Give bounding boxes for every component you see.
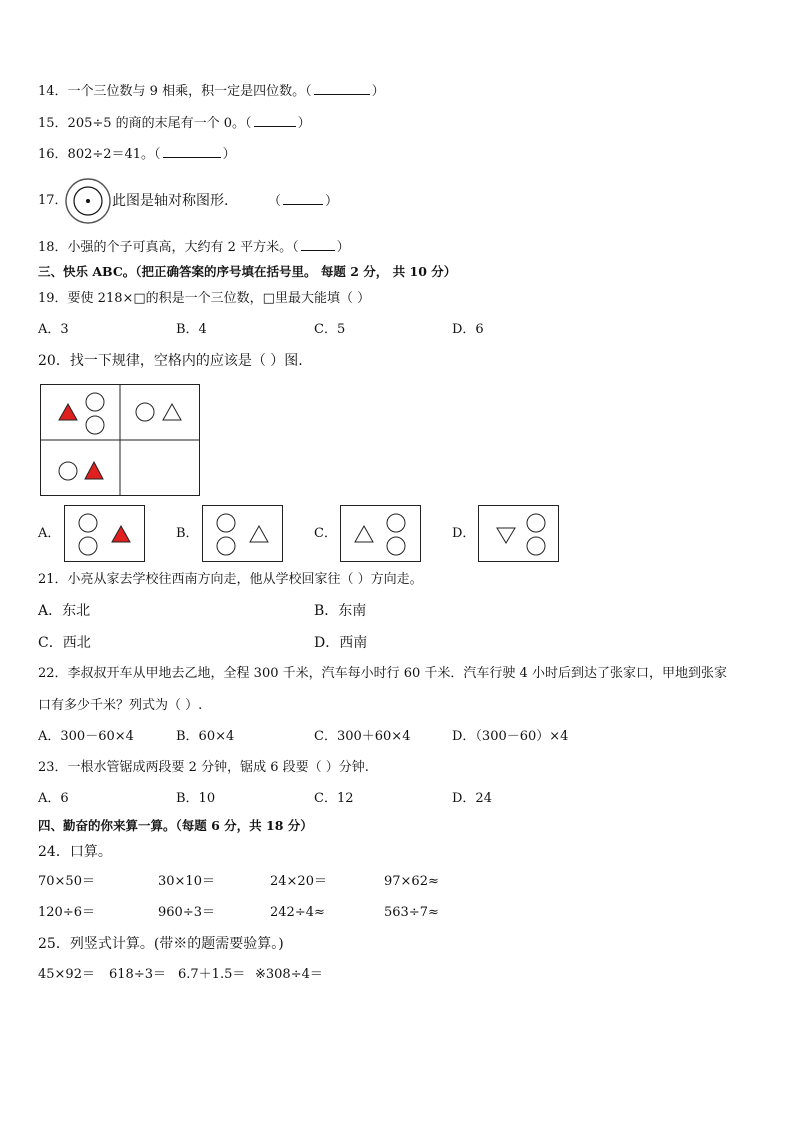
question-18: 18．小强的个子可真高，大约有 2 平方米。（ ） [38,240,350,255]
option-20-b-label[interactable]: B． [176,526,199,541]
mental-math-item: 242÷4≈ [270,905,325,920]
question-17-number: 17． [38,193,68,208]
mental-math-item: 563÷7≈ [384,905,439,920]
question-23-text: 23．一根水管锯成两段要 2 分钟，锯成 6 段要（ ）分钟. [38,760,369,775]
question-14: 14．一个三位数与 9 相乘，积一定是四位数。（ ） [38,84,385,99]
answer-blank-18[interactable] [301,238,335,251]
section-3-heading: 三、快乐 ABC。（把正确答案的序号填在括号里。 每题 2 分， 共 10 分） [38,264,457,279]
option-19-b[interactable]: B．4 [176,322,207,337]
pattern-grid [40,384,202,498]
question-15-text: 15．205÷5 的商的末尾有一个 0。（ [38,116,252,131]
mental-math-item: 70×50＝ [38,874,95,889]
option-19-a[interactable]: A．3 [38,322,69,337]
question-21-text: 21．小亮从家去学校往西南方向走，他从学校回家往（ ）方向走。 [38,572,423,587]
option-23-c[interactable]: C．12 [314,791,354,806]
answer-blank-15[interactable] [254,114,296,127]
question-18-text: 18．小强的个子可真高，大约有 2 平方米。（ [38,240,299,255]
option-22-c[interactable]: C．300＋60×4 [314,729,411,744]
option-20-c-label[interactable]: C． [314,526,337,541]
question-17-answer: （ ） [268,194,339,209]
option-19-c[interactable]: C．5 [314,322,346,337]
vertical-calc-item: 6.7＋1.5＝ [178,967,246,982]
option-22-b[interactable]: B．60×4 [176,729,235,744]
option-23-b[interactable]: B．10 [176,791,216,806]
section-4-heading: 四、勤奋的你来算一算。（每题 6 分，共 18 分） [38,818,313,833]
option-20-c-figure[interactable] [340,505,422,563]
vertical-calc-item: 45×92＝ [38,967,95,982]
vertical-calc-item: ※308÷4＝ [255,967,323,982]
question-24-text: 24．口算。 [38,844,112,860]
option-20-d-figure[interactable] [478,505,560,563]
option-21-d[interactable]: D．西南 [314,635,368,651]
question-20-text: 20．找一下规律，空格内的应该是（ ）图. [38,353,303,369]
option-21-c[interactable]: C．西北 [38,635,91,651]
mental-math-item: 30×10＝ [158,874,215,889]
mental-math-item: 960÷3＝ [158,905,215,920]
option-22-d[interactable]: D．（300－60）×4 [452,729,569,744]
mental-math-item: 97×62≈ [384,874,439,889]
question-22-line-2: 口有多少千米？列式为（ ）. [38,698,203,713]
option-23-a[interactable]: A．6 [38,791,69,806]
option-20-b-figure[interactable] [202,505,284,563]
question-25-text: 25．列竖式计算。(带※的题需要验算。) [38,936,284,952]
question-22-line-1: 22．李叔叔开车从甲地去乙地，全程 300 千米，汽车每小时行 60 千米．汽车行驶 4 小时后到达了张家口，甲地到张家 [38,666,727,681]
question-15: 15．205÷5 的商的末尾有一个 0。（ ） [38,116,311,131]
vertical-calc-item: 618÷3＝ [109,967,166,982]
question-16-text: 16．802÷2＝41。（ [38,147,161,162]
question-14-text: 14．一个三位数与 9 相乘，积一定是四位数。（ [38,84,312,99]
option-21-a[interactable]: A．东北 [38,603,91,619]
answer-blank-14[interactable] [314,82,370,95]
mental-math-item: 120÷6＝ [38,905,95,920]
question-16: 16．802÷2＝41。（ ） [38,147,236,162]
option-23-d[interactable]: D．24 [452,791,492,806]
answer-blank-16[interactable] [163,145,221,158]
option-20-a-figure[interactable] [64,505,146,563]
concentric-circles-figure [64,177,112,225]
mental-math-item: 24×20＝ [270,874,327,889]
question-19-text: 19．要使 218×□的积是一个三位数，□里最大能填（ ） [38,291,371,306]
option-21-b[interactable]: B．东南 [314,603,367,619]
answer-blank-17[interactable] [283,192,323,205]
option-19-d[interactable]: D．6 [452,322,484,337]
option-20-d-label[interactable]: D． [452,526,476,541]
question-17-statement: 此图是轴对称图形. [112,193,229,209]
option-22-a[interactable]: A．300－60×4 [38,729,134,744]
option-20-a-label[interactable]: A． [38,526,61,541]
